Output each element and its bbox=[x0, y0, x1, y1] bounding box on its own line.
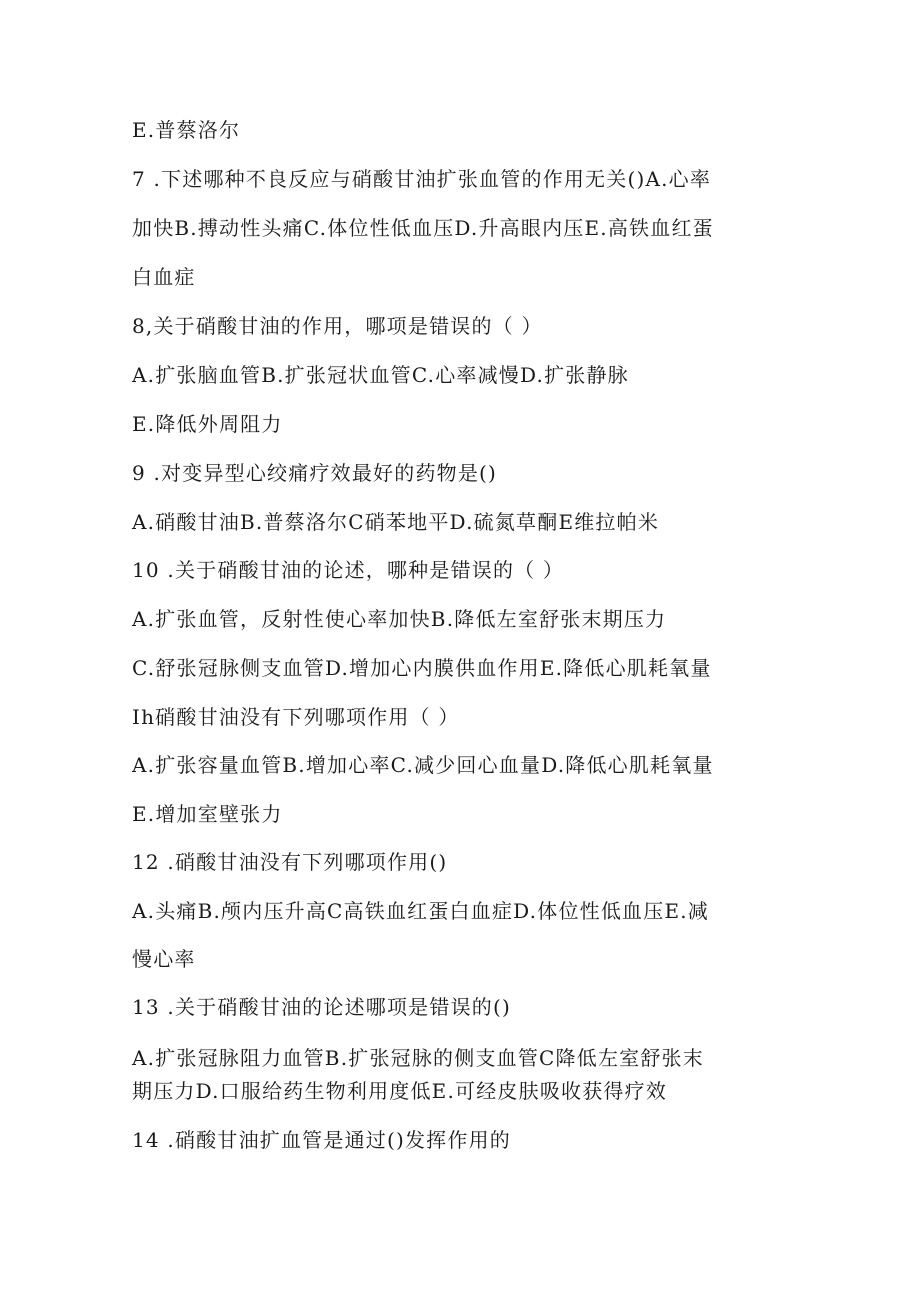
text-line: E.普蔡洛尔 bbox=[132, 118, 241, 142]
text-line: A.硝酸甘油B.普蔡洛尔C硝苯地平D.硫氮草酮E维拉帕米 bbox=[132, 510, 660, 534]
text-line: A.扩张血管，反射性使心率加快B.降低左室舒张末期压力 bbox=[132, 607, 667, 631]
text-line: A.扩张冠脉阻力血管B.扩张冠脉的侧支血管C降低左室舒张末 bbox=[132, 1046, 704, 1070]
text-line: A.扩张容量血管B.增加心率C.减少回心血量D.降低心肌耗氧量 bbox=[132, 753, 714, 777]
text-line: 14 .硝酸甘油扩血管是通过()发挥作用的 bbox=[132, 1128, 511, 1152]
text-line: 加快B.搏动性头痛C.体位性低血压D.升高眼内压E.高铁血红蛋 bbox=[132, 216, 714, 240]
text-line: 期压力D.口服给药生物利用度低E.可经皮肤吸收获得疗效 bbox=[132, 1079, 668, 1103]
text-line: 慢心率 bbox=[132, 947, 196, 971]
text-line: 13 .关于硝酸甘油的论述哪项是错误的() bbox=[132, 995, 511, 1019]
text-line: E.降低外周阻力 bbox=[132, 412, 283, 436]
text-line: A.扩张脑血管B.扩张冠状血管C.心率减慢D.扩张静脉 bbox=[132, 363, 629, 387]
text-line: A.头痛B.颅内压升高C高铁血红蛋白血症D.体位性低血压E.减 bbox=[132, 899, 709, 923]
text-line: E.增加室壁张力 bbox=[132, 802, 283, 826]
text-line: 7 .下述哪种不良反应与硝酸甘油扩张血管的作用无关()A.心率 bbox=[132, 167, 712, 191]
text-line: 白血症 bbox=[132, 265, 196, 289]
text-line: 8,关于硝酸甘油的作用，哪项是错误的（ ） bbox=[132, 314, 543, 338]
text-line: 10 .关于硝酸甘油的论述，哪种是错误的（ ） bbox=[132, 558, 565, 582]
text-line: 12 .硝酸甘油没有下列哪项作用() bbox=[132, 850, 448, 874]
text-line: C.舒张冠脉侧支血管D.增加心内膜供血作用E.降低心肌耗氧量 bbox=[132, 656, 712, 680]
text-line: 9 .对变异型心绞痛疗效最好的药物是() bbox=[132, 461, 498, 485]
text-line: Ih硝酸甘油没有下列哪项作用（ ） bbox=[132, 705, 460, 729]
